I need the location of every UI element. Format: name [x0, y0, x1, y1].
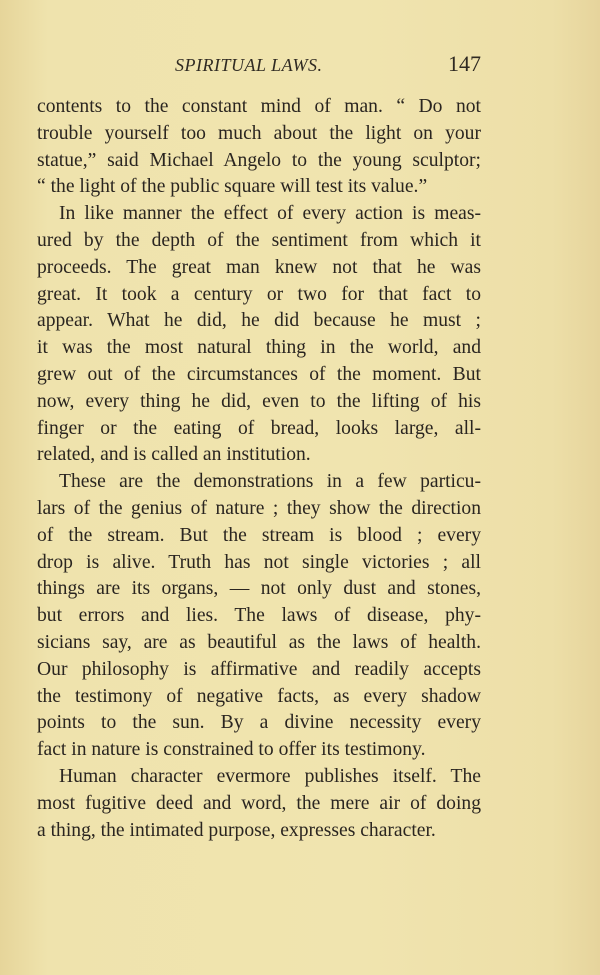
text-line: a thing, the intimated purpose, expresses character.: [37, 819, 436, 841]
page-header: [37, 51, 481, 85]
text-line: proceeds. The great man knew not that he was: [37, 256, 481, 278]
text-line: fact in nature is constrained to offer its testimony.: [37, 739, 426, 761]
text-line: it was the most natural thing in the world, and: [37, 337, 481, 359]
text-line: sicians say, are as beautiful as the laws of health.: [37, 631, 481, 653]
text-line: now, every thing he did, even to the lifting of his: [37, 390, 481, 412]
text-line: In like manner the effect of every action is meas-: [59, 203, 481, 225]
text-line: grew out of the circumstances of the moment. But: [37, 363, 481, 385]
body-text: [37, 94, 481, 844]
text-line: lars of the genius of nature ; they show the direction: [37, 497, 481, 519]
page-number: 147: [448, 51, 481, 76]
text-line: related, and is called an institution.: [37, 444, 311, 466]
text-line: Our philosophy is affirmative and readily accepts: [37, 658, 481, 680]
text-line: things are its organs, — not only dust and stones,: [37, 578, 481, 600]
text-line: These are the demonstrations in a few particu-: [59, 471, 481, 493]
text-line: of the stream. But the stream is blood ; every: [37, 524, 481, 546]
text-line: ured by the depth of the sentiment from which it: [37, 229, 481, 251]
text-line: drop is alive. Truth has not single victories ; all: [37, 551, 481, 573]
text-line: contents to the constant mind of man. “ Do not: [37, 96, 481, 117]
text-line: the testimony of negative facts, as every shadow: [37, 685, 481, 707]
text-line: great. It took a century or two for that fact to: [37, 283, 481, 305]
text-line: but errors and lies. The laws of disease, phy-: [37, 605, 481, 627]
text-line: appear. What he did, he did because he must ;: [37, 310, 481, 332]
text-line: statue,” said Michael Angelo to the young sculptor;: [37, 149, 481, 171]
text-line: Human character evermore publishes itself. The: [59, 765, 481, 787]
text-line: “ the light of the public square will test its value.”: [37, 176, 428, 198]
text-line: finger or the eating of bread, looks large, all-: [37, 417, 481, 439]
text-line: most fugitive deed and word, the mere air of doing: [37, 792, 481, 814]
text-line: trouble yourself too much about the light on your: [37, 122, 481, 144]
text-line: points to the sun. By a divine necessity every: [37, 712, 481, 734]
running-title: SPIRITUAL LAWS.: [175, 55, 323, 75]
